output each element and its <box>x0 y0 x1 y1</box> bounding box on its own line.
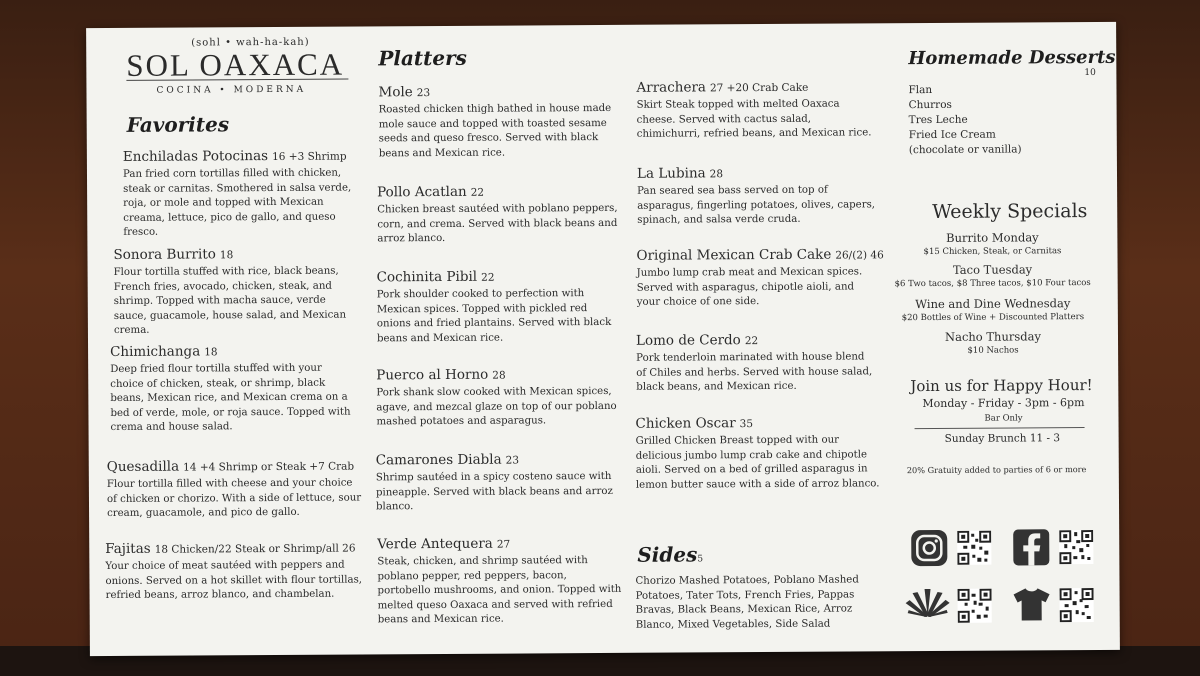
desserts-price: 10 <box>1084 67 1096 79</box>
item-price: 18 Chicken/22 Steak or Shrimp/all 26 <box>154 542 356 556</box>
item-desc: Jumbo lump crab meat and Mexican spices. Served with asparagus, chipotle aioli, and your choice of one side. <box>636 266 863 308</box>
item-desc: Your choice of meat sautéed with peppers and onions. Served on a hot skillet with flour tortillas, refried beans, arroz blanco, and chambelan. <box>105 559 363 602</box>
sides-list: Chorizo Mashed Potatoes, Poblano Mashed Potatoes, Tater Tots, French Fries, Pappas Bravas, Black Beans, Mexican Rice, Arroz Blanco, Mixed Vegetables, Side Salad <box>635 574 859 631</box>
entree-item <box>636 243 896 310</box>
favorites-item <box>107 454 365 521</box>
item-desc: Chicken breast sautéed with poblano peppers, corn, and crema. Served with black beans and arroz blanco. <box>377 202 618 245</box>
brand-pronunciation: (sohl • wah-ha-kah) <box>191 36 310 49</box>
item-price: 22 <box>481 271 495 284</box>
instagram-icon <box>909 528 949 568</box>
item-price: 22 <box>744 335 759 348</box>
item-price: 23 <box>416 87 431 100</box>
item-price: 14 +4 Shrimp or Steak +7 Crab <box>183 460 355 474</box>
item-desc: Pork shoulder cooked to perfection with Mexican spices. Topped with pickled red onions and fried plantains. Served with black beans and Mexican rice. <box>376 288 612 344</box>
favorites-item <box>123 144 364 240</box>
item-price: 27 +20 Crab Cake <box>709 81 809 95</box>
brand-tagline: COCINA • MODERNA <box>156 84 307 96</box>
special-item <box>888 262 1098 290</box>
special-detail: $15 Chicken, Steak, or Carnitas <box>923 246 1062 258</box>
item-name: La Lubina <box>636 165 706 182</box>
item-name: Puerco al Horno <box>376 366 489 384</box>
brand-name: SOL OAXACA <box>126 46 345 83</box>
platters-item <box>376 448 621 515</box>
item-desc: Shrimp sautéed in a spicy costeno sauce with pineapple. Served with black beans and arroz blanco. <box>375 470 613 513</box>
item-desc: Pork tenderloin marinated with house blend of Chiles and herbs. Served with house salad, black beans, and Mexican rice. <box>636 351 873 393</box>
item-name: Pollo Acatlan <box>377 183 467 201</box>
special-name: Wine and Dine Wednesday <box>915 296 1071 312</box>
dessert-item: Flan <box>908 83 933 97</box>
item-name: Chimichanga <box>110 343 201 361</box>
item-price: 28 <box>709 168 724 181</box>
special-detail: $10 Nachos <box>967 345 1019 356</box>
item-name: Camarones Diabla <box>375 451 502 469</box>
platters-item <box>376 363 626 430</box>
sides-title: Sides <box>637 542 698 567</box>
favorites-item <box>105 536 367 603</box>
happy-hour-divider <box>915 427 1085 429</box>
dessert-item: Fried Ice Cream <box>908 128 996 142</box>
item-desc: Pork shank slow cooked with Mexican spices, agave, and mezcal glaze on top of our poblano mashed potatoes and asparagus. <box>376 385 617 428</box>
platters-item <box>377 180 622 247</box>
happy-hour-title: Join us for Happy Hour! <box>910 376 1093 396</box>
tshirt-icon <box>1012 586 1052 622</box>
platters-title: Platters <box>378 45 467 71</box>
special-name: Taco Tuesday <box>952 262 1033 277</box>
item-desc: Skirt Steak topped with melted Oaxaca cheese. Served with cactus salad, chimichurri, refried beans, and Mexican rice. <box>636 98 872 140</box>
item-name: Chicken Oscar <box>635 415 736 432</box>
item-price: 18 <box>219 249 234 262</box>
dessert-item: Churros <box>908 98 952 112</box>
item-name: Fajitas <box>105 540 151 558</box>
item-desc: Steak, chicken, and shrimp sautéed with poblano pepper, red peppers, bacon, portobello mushrooms, and onion. Topped with melted queso Oaxaca and served with refried beans and Mexican rice. <box>377 555 622 626</box>
platters-item <box>377 532 623 628</box>
entree-item <box>635 411 883 493</box>
special-item <box>887 230 1097 258</box>
item-desc: Pan seared sea bass served on top of asparagus, fingerling potatoes, olives, capers, spinach, and salsa verde cruda. <box>637 184 876 226</box>
item-price: 28 <box>492 369 506 382</box>
item-name: Cochinita Pibil <box>376 268 478 286</box>
qr-code <box>1060 588 1094 622</box>
item-desc: Flour tortilla stuffed with rice, black beans, French fries, avocado, chicken, steak, and shrimp. Topped with macha sauce, verde sauce, guacamole, house salad, and Mexican crema. <box>113 265 347 336</box>
item-name: Original Mexican Crab Cake <box>636 246 832 264</box>
item-price: 22 <box>470 186 485 199</box>
desserts-list <box>908 82 1021 158</box>
entree-item <box>637 161 877 228</box>
item-price: 16 +3 Shrimp <box>272 150 347 164</box>
sides-price: 5 <box>697 554 704 565</box>
gratuity-note: 20% Gratuity added to parties of 6 or more <box>906 464 1087 476</box>
item-name: Lomo de Cerdo <box>635 332 741 349</box>
platters-item <box>378 80 623 161</box>
sunday-brunch: Sunday Brunch 11 - 3 <box>944 432 1061 445</box>
favorites-item <box>110 340 356 436</box>
platters-item <box>377 265 622 346</box>
item-price: 18 <box>204 346 218 359</box>
item-desc: Flour tortilla filled with cheese and your choice of chicken or chorizo. With a side of lettuce, sour cream, guacamole, and pico de gallo. <box>106 477 362 520</box>
item-name: Arrachera <box>636 79 706 96</box>
special-detail: $20 Bottles of Wine + Discounted Platters <box>901 312 1085 324</box>
dessert-item: Tres Leche <box>908 113 968 127</box>
item-desc: Grilled Chicken Breast topped with our delicious jumbo lump crab cake and chipotle aioli. Served on a bed of grilled asparagus in lemon butter sauce with a side of arroz blanco. <box>635 434 880 491</box>
facebook-icon <box>1011 527 1051 567</box>
entree-item <box>636 75 876 142</box>
happy-hour-time: Monday - Friday - 3pm - 6pm <box>922 396 1085 411</box>
special-name: Nacho Thursday <box>944 329 1042 344</box>
item-name: Quesadilla <box>106 458 180 476</box>
item-price: 26/(2) 46 <box>835 249 884 262</box>
desserts-title: Homemade Desserts <box>908 46 1116 70</box>
special-name: Burrito Monday <box>946 230 1039 245</box>
item-name: Verde Antequera <box>377 535 493 553</box>
item-desc: Pan fried corn tortillas filled with chicken, steak or carnitas. Smothered in salsa verde, roja, or mole and topped with Mexican creama, lettuce, pico de gallo, and queso fresco. <box>122 167 352 238</box>
qr-code <box>958 589 992 623</box>
entree-item <box>636 328 876 395</box>
item-name: Mole <box>378 84 413 101</box>
qr-code <box>957 531 991 565</box>
item-price: 23 <box>505 454 520 467</box>
item-name: Enchiladas Potocinas <box>122 148 269 165</box>
item-price: 35 <box>739 418 754 431</box>
item-desc: Deep fried flour tortilla stuffed with your choice of chicken, steak, or shrimp, black beans, Mexican rice, and Mexican crema on a bed of verde, mole, or roja sauce. Topped with crema and house salad. <box>110 362 351 434</box>
favorites-title: Favorites <box>126 112 230 137</box>
item-desc: Roasted chicken thigh bathed in house made mole sauce and topped with toasted sesame seeds and queso fresco. Served with black beans and Mexican rice. <box>378 102 612 159</box>
agave-icon <box>905 585 951 619</box>
menu-sheet <box>86 22 1120 656</box>
special-item <box>888 329 1098 357</box>
special-detail: $6 Two tacos, $8 Three tacos, $10 Four tacos <box>894 278 1091 290</box>
favorites-item <box>113 242 359 338</box>
weekly-title: Weekly Specials <box>932 200 1088 223</box>
happy-hour-note: Bar Only <box>984 413 1023 424</box>
item-price: 27 <box>496 538 511 551</box>
dessert-item: (chocolate or vanilla) <box>908 143 1022 157</box>
special-item <box>888 296 1098 324</box>
item-name: Sonora Burrito <box>113 246 216 263</box>
qr-code <box>1059 530 1093 564</box>
